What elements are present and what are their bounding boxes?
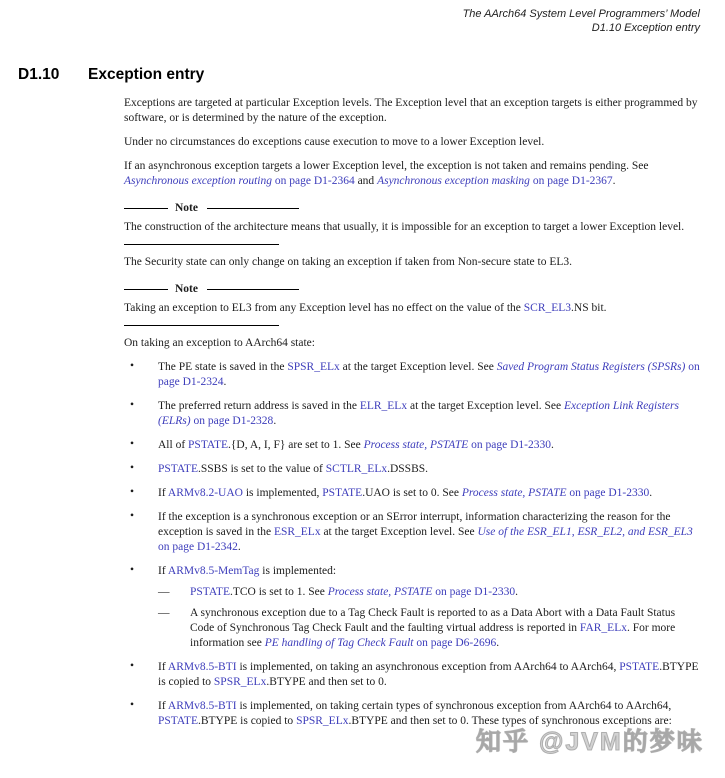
text-run: at the target Exception level. See bbox=[407, 400, 564, 412]
cross-reference-link[interactable]: Process state, PSTATE bbox=[327, 586, 433, 598]
section-title: Exception entry bbox=[88, 66, 205, 83]
note-label: Note bbox=[175, 202, 198, 214]
cross-reference-link[interactable]: Use of the ESR_EL1, ESR_EL2, and ESR_EL3 bbox=[477, 526, 693, 538]
list-item bbox=[124, 486, 700, 501]
dash-marker: — bbox=[158, 607, 170, 619]
bullet-marker: • bbox=[130, 660, 135, 672]
list-item bbox=[124, 699, 700, 729]
cross-reference-link[interactable]: on page D1-2367 bbox=[529, 175, 613, 187]
text-run: On taking an exception to AArch64 state: bbox=[124, 337, 315, 349]
note-label: Note bbox=[175, 283, 198, 295]
text-run: .NS bit. bbox=[571, 302, 607, 314]
text-run: The PE state is saved in the bbox=[158, 361, 288, 373]
text-run: at the target Exception level. See bbox=[320, 526, 478, 538]
cross-reference-link[interactable]: Process state, PSTATE bbox=[363, 439, 469, 451]
note-rule-left bbox=[124, 289, 168, 290]
text-run: . bbox=[237, 541, 241, 553]
dash-marker: — bbox=[158, 586, 170, 598]
bullet-marker: • bbox=[130, 462, 135, 474]
cross-reference-link[interactable]: PE handling of Tag Check Fault bbox=[264, 637, 414, 649]
text-run: If bbox=[158, 700, 168, 712]
cross-reference-link[interactable]: on page D1-2330 bbox=[468, 439, 552, 451]
cross-reference-link[interactable]: on page D1-2330 bbox=[432, 586, 516, 598]
note-rule-close bbox=[124, 325, 279, 326]
text-run: .SSBS is set to the value of bbox=[197, 463, 326, 475]
text-run: .UAO is set to 0. See bbox=[362, 487, 462, 499]
cross-reference-link[interactable]: ARMv8.5-BTI bbox=[167, 661, 237, 673]
bullet-marker: • bbox=[130, 360, 135, 372]
cross-reference-link[interactable]: PSTATE bbox=[158, 715, 198, 727]
bullet-marker: • bbox=[130, 438, 135, 450]
bullet-marker: • bbox=[130, 699, 135, 711]
list-item bbox=[124, 399, 700, 429]
text-run: is implemented, bbox=[242, 487, 323, 499]
text-run: The Security state can only change on taking an exception if taken from Non-secure state to EL3. bbox=[124, 256, 573, 268]
text-run: .TCO is set to 1. See bbox=[229, 586, 328, 598]
section-heading bbox=[18, 66, 204, 84]
paragraph bbox=[124, 255, 700, 270]
list-item-text bbox=[158, 438, 700, 453]
cross-reference-link[interactable]: on page D1-2324 bbox=[158, 361, 700, 388]
text-run: Taking an exception to EL3 from any Exception level has no effect on the value of the bbox=[124, 302, 524, 314]
running-header bbox=[463, 8, 700, 35]
cross-reference-link[interactable]: Process state, PSTATE bbox=[461, 487, 567, 499]
text-run: .DSSBS. bbox=[387, 463, 429, 475]
text-run: . bbox=[649, 487, 653, 499]
text-run: The preferred return address is saved in the bbox=[158, 400, 360, 412]
note-rule-right bbox=[207, 289, 299, 290]
cross-reference-link[interactable]: Asynchronous exception masking bbox=[377, 175, 530, 187]
sub-list-item bbox=[158, 606, 700, 651]
bullet-marker: • bbox=[130, 510, 135, 522]
cross-reference-link[interactable]: Asynchronous exception routing bbox=[124, 175, 272, 187]
section-number: D1.10 bbox=[18, 66, 60, 83]
text-run: .{D, A, I, F} are set to 1. See bbox=[228, 439, 364, 451]
note-header bbox=[124, 282, 700, 297]
paragraph bbox=[124, 135, 700, 150]
text-run: . bbox=[612, 175, 616, 187]
cross-reference-link[interactable]: SCR_EL3 bbox=[523, 302, 572, 314]
text-run: . bbox=[223, 376, 227, 388]
list-item-text bbox=[158, 660, 700, 690]
text-run: is implemented, on taking an asynchronous exception from AArch64 to AArch64, bbox=[236, 661, 620, 673]
cross-reference-link[interactable]: FAR_ELx bbox=[579, 622, 627, 634]
cross-reference-link[interactable]: Exception Link Registers (ELRs) bbox=[158, 400, 679, 427]
list-item bbox=[124, 564, 700, 651]
text-run: If bbox=[158, 487, 168, 499]
paragraph bbox=[124, 159, 700, 189]
text-run: If the exception is a synchronous exception or an SError interrupt, information characterizing the reason for the exception is saved in the bbox=[158, 511, 671, 538]
sub-list-item-text bbox=[190, 585, 700, 600]
note-text bbox=[124, 220, 700, 235]
paragraph bbox=[124, 336, 700, 351]
bullet-marker: • bbox=[130, 399, 135, 411]
bullet-marker: • bbox=[130, 564, 135, 576]
cross-reference-link[interactable]: ELR_ELx bbox=[359, 400, 408, 412]
list-item-text bbox=[158, 486, 700, 501]
text-run: Under no circumstances do exceptions cause execution to move to a lower Exception level. bbox=[124, 136, 545, 148]
text-run: . bbox=[273, 415, 277, 427]
cross-reference-link[interactable]: PSTATE bbox=[619, 661, 660, 673]
text-run: at the target Exception level. See bbox=[339, 361, 497, 373]
text-run: Exceptions are targeted at particular Exception levels. The Exception level that an exception targets is either programmed by software, or is determined by the nature of the exception. bbox=[124, 97, 698, 124]
text-run: If bbox=[158, 565, 168, 577]
text-run: .BTYPE is copied to bbox=[197, 715, 297, 727]
text-run: All of bbox=[158, 439, 189, 451]
text-run: .BTYPE and then set to 0. These types of synchronous exceptions are: bbox=[348, 715, 672, 727]
cross-reference-link[interactable]: PSTATE bbox=[322, 487, 363, 499]
cross-reference-link[interactable]: SPSR_ELx bbox=[287, 361, 340, 373]
list-item bbox=[124, 462, 700, 477]
note-header bbox=[124, 201, 700, 216]
bullet-list bbox=[124, 360, 700, 729]
cross-reference-link[interactable]: on page D6-2696 bbox=[413, 637, 497, 649]
note-rule-left bbox=[124, 208, 168, 209]
text-run: .BTYPE is copied to bbox=[158, 661, 699, 688]
text-run: . bbox=[551, 439, 554, 451]
watermark: 知乎 @JVM的梦味 bbox=[476, 728, 704, 756]
cross-reference-link[interactable]: SPSR_ELx bbox=[296, 715, 349, 727]
text-run: is implemented, on taking certain types of synchronous exception from AArch64 to AArch64, bbox=[236, 700, 672, 712]
cross-reference-link[interactable]: on page D1-2328 bbox=[190, 415, 274, 427]
text-run: . bbox=[515, 586, 518, 598]
running-header-line2: D1.10 Exception entry bbox=[591, 21, 700, 34]
cross-reference-link[interactable]: PSTATE bbox=[190, 586, 230, 598]
text-run: . For more information see bbox=[190, 622, 676, 649]
text-run: and bbox=[354, 175, 378, 187]
list-item bbox=[124, 360, 700, 390]
cross-reference-link[interactable]: PSTATE bbox=[158, 463, 198, 475]
text-run: is implemented: bbox=[259, 565, 337, 577]
list-item-text bbox=[158, 510, 700, 555]
list-item bbox=[124, 438, 700, 453]
text-run: A synchronous exception due to a Tag Check Fault is reported to as a Data Abort with a Data Fault Status Code of Synchronous Tag Check Fault and the faulting virtual address is reported in bbox=[190, 607, 676, 634]
cross-reference-link[interactable]: on page D1-2364 bbox=[271, 175, 355, 187]
note-block bbox=[124, 201, 700, 245]
paragraph bbox=[124, 96, 700, 126]
note-block bbox=[124, 282, 700, 326]
cross-reference-link[interactable]: Saved Program Status Registers (SPSRs) bbox=[496, 361, 686, 373]
document-body bbox=[124, 96, 700, 738]
text-run: If bbox=[158, 661, 168, 673]
list-item-text bbox=[158, 462, 700, 477]
cross-reference-link[interactable]: SPSR_ELx bbox=[213, 676, 267, 688]
sub-list-item bbox=[158, 585, 700, 600]
cross-reference-link[interactable]: ESR_ELx bbox=[273, 526, 321, 538]
text-run: The construction of the architecture means that usually, it is impossible for an exception to target a lower Exception level. bbox=[124, 221, 685, 233]
cross-reference-link[interactable]: on page D1-2330 bbox=[566, 487, 650, 499]
cross-reference-link[interactable]: ARMv8.2-UAO bbox=[167, 487, 243, 499]
cross-reference-link[interactable]: ARMv8.5-BTI bbox=[167, 700, 237, 712]
note-text bbox=[124, 301, 700, 316]
cross-reference-link[interactable]: on page D1-2342 bbox=[158, 541, 238, 553]
list-item-text bbox=[158, 399, 700, 429]
text-run: . bbox=[496, 637, 500, 649]
cross-reference-link[interactable]: PSTATE bbox=[188, 439, 229, 451]
list-item-text bbox=[158, 564, 700, 579]
list-item-text bbox=[158, 360, 700, 390]
text-run: If an asynchronous exception targets a lower Exception level, the exception is not taken and remains pending. See bbox=[124, 160, 649, 172]
text-run: .BTYPE and then set to 0. bbox=[266, 676, 387, 688]
note-rule-right bbox=[207, 208, 299, 209]
cross-reference-link[interactable]: SCTLR_ELx bbox=[325, 463, 388, 475]
bullet-marker: • bbox=[130, 486, 135, 498]
list-item bbox=[124, 510, 700, 555]
sub-list-item-text bbox=[190, 606, 700, 651]
running-header-line1: The AArch64 System Level Programmers’ Model bbox=[462, 8, 700, 20]
list-item-text bbox=[158, 699, 700, 729]
list-item bbox=[124, 660, 700, 690]
cross-reference-link[interactable]: ARMv8.5-MemTag bbox=[167, 565, 260, 577]
note-rule-close bbox=[124, 244, 279, 245]
